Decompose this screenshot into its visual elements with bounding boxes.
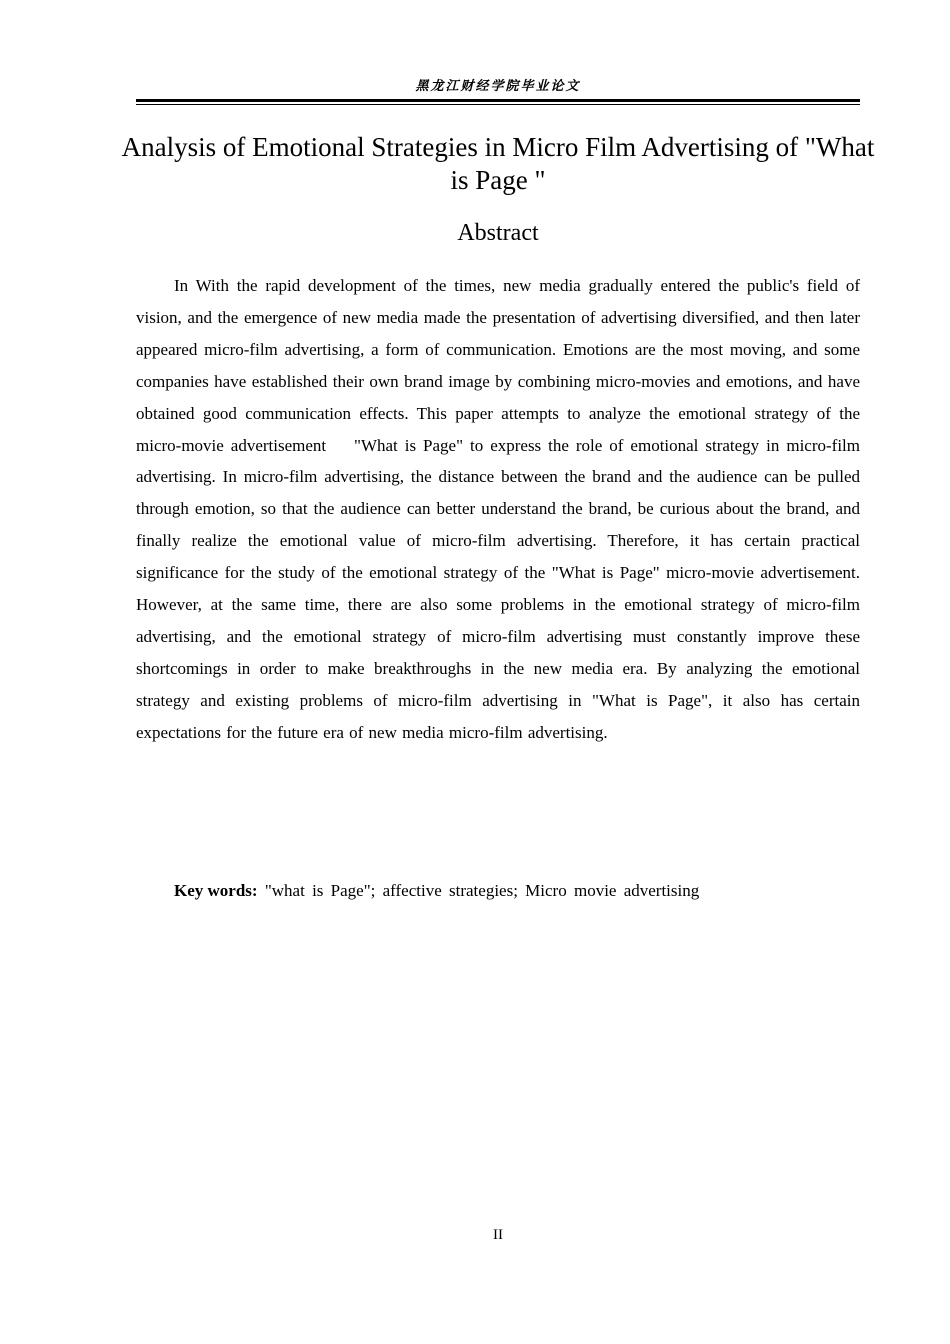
thesis-title: Analysis of Emotional Strategies in Micro Film Advertising of "What is Page " <box>121 132 875 195</box>
keywords-label: Key words: <box>174 881 258 900</box>
keywords-text: "what is Page"; affective strategies; Micro movie advertising <box>257 881 700 900</box>
running-header: 黑龙江财经学院毕业论文 <box>415 79 581 94</box>
page-number: II <box>493 1227 503 1243</box>
abstract-paragraph: In With the rapid development of the times, new media gradually entered the public's field of vision, and the emergence of new media made the presentation of advertising diversified, and then later appeared micro-film advertising, a form of communication. Emotions are the most moving, and some companies have established their own brand image by combining micro-movies and emotions, and have obtained good communication effects. This paper attempts to analyze the emotional strategy of the micro-movie advertisement "What is Page" to express the role of emotional strategy in micro-film advertising. In micro-film advertising, the distance between the brand and the audience can be pulled through emotion, so that the audience can better understand the brand, be curious about the brand, and finally realize the emotional value of micro-film advertising. Therefore, it has certain practical significance for the study of the emotional strategy of the "What is Page" micro-movie advertisement. However, at the same time, there are also some problems in the emotional strategy of micro-film advertising, and the emotional strategy of micro-film advertising must constantly improve these shortcomings in order to make breakthroughs in the new media era. By analyzing the emotional strategy and existing problems of micro-film advertising in "What is Page", it also has certain expectations for the future era of new media micro-film advertising. <box>136 276 860 742</box>
abstract-heading: Abstract <box>457 220 539 246</box>
header-rule-thin <box>136 104 860 105</box>
keywords-line <box>174 878 864 904</box>
header-rule-thick <box>136 99 860 102</box>
